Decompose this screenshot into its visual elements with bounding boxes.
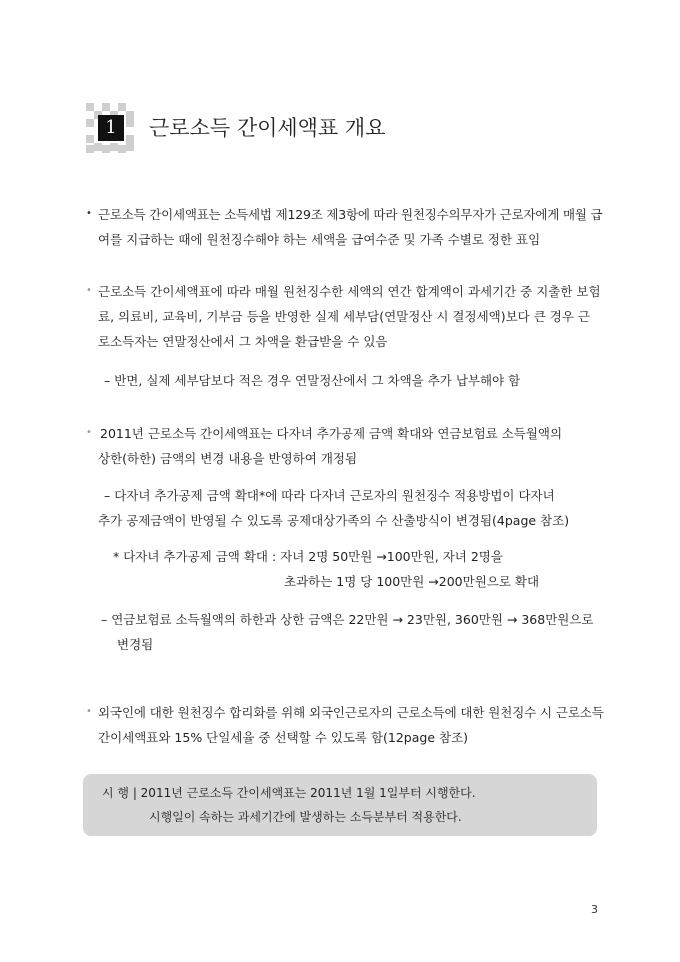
enforcement-box (83, 774, 597, 836)
enforcement-line-2: 시행일이 속하는 과세기간에 발생하는 소득분부터 적용한다. (149, 810, 462, 824)
sub-item-dash: – 반면, 실제 세부담보다 적은 경우 연말정산에서 그 차액을 추가 납부해야 함 (104, 373, 521, 388)
bullet-icon: • (86, 285, 92, 296)
enforcement-line-1: 시 행 | 2011년 근로소득 간이세액표는 2011년 1월 1일부터 시행한다. (102, 786, 476, 800)
paragraph-line: 2011년 근로소득 간이세액표는 다자녀 추가공제 금액 확대와 연금보험료 소득월액의 (100, 426, 563, 441)
sub-item-dash-cont: 변경됨 (117, 637, 154, 652)
section-number: 1 (98, 115, 124, 141)
page-number: 3 (591, 903, 598, 916)
section-header (86, 103, 406, 153)
paragraph-line: 외국인에 대한 원천징수 합리화를 위해 외국인근로자의 근로소득에 대한 원천징수 시 근로소득 (98, 705, 604, 720)
sub-item-dash-cont: 추가 공제금액이 반영될 수 있도록 공제대상가족의 수 산출방식이 변경됨(4page 참조) (98, 513, 570, 528)
paragraph-line: 여를 지급하는 때에 원천징수해야 하는 세액을 급여수준 및 가족 수별로 정한 표임 (98, 232, 541, 247)
footnote-line: * 다자녀 추가공제 금액 확대 : 자녀 2명 50만원 →100만원, 자녀 2명을 (113, 549, 503, 564)
paragraph-line: 상한(하한) 금액의 변경 내용을 반영하여 개정됨 (98, 451, 358, 466)
paragraph-line: 로소득자는 연말정산에서 그 차액을 환급받을 수 있음 (98, 334, 388, 349)
bullet-icon: • (86, 427, 92, 438)
paragraph-line: 간이세액표와 15% 단일세율 중 선택할 수 있도록 함(12page 참조) (98, 730, 469, 745)
sub-item-dash: – 다자녀 추가공제 금액 확대*에 따라 다자녀 근로자의 원천징수 적용방법이 다자녀 (104, 488, 555, 503)
bullet-icon: • (86, 208, 92, 219)
paragraph-line: 료, 의료비, 교육비, 기부금 등을 반영한 실제 세부담(연말정산 시 결정세액)보다 큰 경우 근 (98, 309, 590, 324)
paragraph-line: 근로소득 간이세액표에 따라 매월 원천징수한 세액의 연간 합계액이 과세기간 중 지출한 보험 (98, 284, 601, 299)
bullet-icon: • (86, 706, 92, 717)
section-title: 근로소득 간이세액표 개요 (149, 116, 386, 140)
footnote-line: 초과하는 1명 당 100만원 →200만원으로 확대 (284, 574, 540, 589)
paragraph-line: 근로소득 간이세액표는 소득세법 제129조 제3항에 따라 원천징수의무자가 근로자에게 매월 급 (98, 207, 603, 222)
sub-item-dash: – 연금보험료 소득월액의 하한과 상한 금액은 22만원 → 23만원, 360만원 → 368만원으로 (101, 612, 594, 627)
